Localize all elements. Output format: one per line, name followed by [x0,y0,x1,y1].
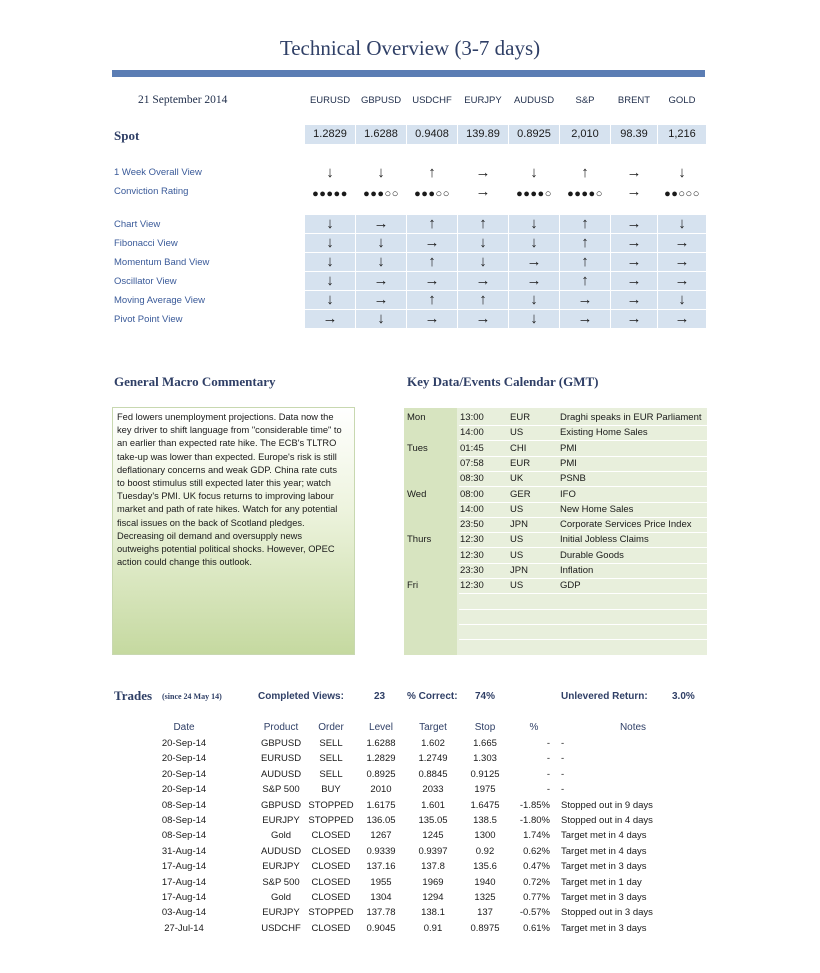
trade-cell: Gold [270,892,292,903]
instrument-header: USDCHF [412,95,452,106]
trade-cell: Gold [270,830,292,842]
calendar-time: 07:58 [460,457,484,469]
trades-column-header: Date [173,722,195,733]
view-arrow: ↓ [305,272,356,291]
view-arrow: ↓ [509,215,560,234]
trade-cell: CLOSED [311,922,351,934]
view-arrow: → [611,291,658,310]
view-arrow: ↑ [560,215,611,234]
trade-cell: - [546,753,550,765]
trade-cell: 1.6175 [366,799,396,811]
trade-cell: 27-Jul-14 [164,922,204,934]
calendar-ccy: CHI [510,442,527,454]
calendar-event: Inflation [560,565,594,576]
trade-cell: 08-Sep-14 [161,815,207,826]
commentary-line: Fed lowers unemployment projections. Data now the [117,412,334,422]
commentary-line: action could change this outlook. [117,557,252,568]
trade-cell: 138.5 [473,815,497,826]
trade-cell: AUDUSD [260,768,302,780]
trade-cell: 138.1 [421,907,445,919]
calendar-time: 12:30 [460,549,484,561]
trade-cell: - [546,738,550,749]
calendar-day [407,471,457,486]
commentary-line: an earlier than expected rate hike. The ECB's TLTRO [117,438,337,449]
view-arrow: ↑ [458,291,509,310]
calendar-day: Tues [407,442,428,454]
trade-cell: - [561,753,565,765]
view-arrow: → [305,310,356,329]
view-arrow: → [407,272,458,291]
calendar-ccy [510,609,557,624]
events-calendar [404,408,707,655]
view-arrow: → [509,253,560,272]
view-row-label: Momentum Band View [114,257,210,268]
trades-column-header: Notes [619,722,647,733]
calendar-day [407,502,457,517]
trade-cell: 0.8975 [470,922,500,934]
calendar-ccy: JPN [510,519,528,531]
trades-column-header: Order [318,722,344,733]
conviction-dots: ●●●○○ [414,188,450,200]
view-arrow: → [407,310,458,329]
instrument-header: EURUSD [309,95,351,106]
overview-row-label: 1 Week Overall View [114,167,202,178]
instrument-header: AUDUSD [513,95,555,106]
trade-cell: 0.72% [523,876,550,888]
calendar-event [560,594,705,609]
view-arrow: → [560,310,611,329]
calendar-ccy: US [510,534,524,546]
calendar-event: PMI [560,457,577,469]
calendar-ccy: JPN [510,565,528,576]
calendar-ccy: US [510,427,524,439]
view-arrow: → [658,234,707,253]
completed-views-value: 23 [374,691,386,702]
direction-arrow: ↓ [326,164,334,181]
view-arrow: → [356,291,407,310]
direction-arrow: ↓ [678,164,686,181]
calendar-day [407,456,457,471]
calendar-time: 12:30 [460,534,484,546]
calendar-time [460,640,507,655]
conviction-dots: ●●○○○ [664,188,700,200]
direction-arrow: → [626,164,642,181]
calendar-event: GDP [560,580,581,592]
spot-value: 1.2829 [305,125,356,144]
trade-cell: USDCHF [261,922,301,934]
trade-cell: 1.2829 [366,753,396,765]
view-arrow: ↓ [305,215,356,234]
trades-column-header: Product [263,722,299,733]
view-arrow: ↓ [658,215,707,234]
calendar-time: 01:45 [460,442,484,454]
calendar-event [560,609,705,624]
view-arrow: ↑ [458,215,509,234]
trade-cell: EURJPY [262,861,300,873]
trade-cell: - [561,768,565,780]
trade-cell: Stopped out in 4 days [561,815,653,826]
direction-arrow: ↑ [581,164,589,181]
calendar-day: Fri [407,580,419,592]
view-arrow: → [611,310,658,329]
calendar-time [460,609,507,624]
trades-column-header: Level [369,722,393,733]
trade-cell: 03-Aug-14 [161,907,207,919]
instrument-header: GBPUSD [360,95,402,106]
view-arrow: → [509,272,560,291]
trade-cell: 0.62% [523,845,550,857]
commentary-line: Tuesday's PMI. UK focus returns to improving labour [117,491,334,502]
trade-cell: 1294 [422,892,444,903]
view-arrow: → [407,234,458,253]
commentary-line: Decreasing oil demand and oversupply news [117,530,303,541]
view-arrow: ↑ [407,253,458,272]
direction-arrow: ↓ [530,164,538,181]
view-arrow: ↑ [560,272,611,291]
trade-cell: 137.78 [366,907,396,919]
trade-cell: Target met in 4 days [561,830,647,842]
trade-cell: Target met in 3 days [561,861,647,873]
trade-cell: 0.9339 [366,845,396,857]
instrument-header: S&P [575,95,595,106]
view-arrow: ↓ [509,310,560,329]
trade-cell: 136.05 [366,815,396,826]
calendar-event: PSNB [560,473,586,485]
trade-cell: 1245 [422,830,444,842]
view-arrow: ↑ [560,253,611,272]
calendar-time: 08:00 [460,488,484,500]
report-date: 21 September 2014 [138,94,228,106]
trade-cell: 08-Sep-14 [161,830,207,842]
view-row-label: Fibonacci View [114,238,178,249]
trade-cell: - [561,738,565,749]
spot-value: 0.9408 [407,125,458,144]
trade-cell: SELL [319,753,343,765]
trade-cell: 0.9045 [366,922,396,934]
view-arrow: ↓ [356,310,407,329]
trade-cell: STOPPED [308,799,354,811]
trade-cell: 1.303 [473,753,497,765]
calendar-ccy: US [510,580,524,592]
commentary-title: General Macro Commentary [114,374,276,389]
view-arrow: ↑ [407,215,458,234]
calendar-day [407,594,457,609]
trade-cell: 137.8 [421,861,445,873]
trade-cell: -0.57% [519,907,550,919]
trades-column-header: Stop [474,722,496,733]
trade-cell: EURJPY [262,815,300,826]
trade-cell: CLOSED [311,845,351,857]
calendar-time: 12:30 [460,580,484,592]
view-arrow: → [356,272,407,291]
view-arrow: → [560,291,611,310]
trades-since: (since 24 May 14) [162,692,222,701]
page-title: Technical Overview (3-7 days) [279,36,541,60]
conviction-dots: ●●●●○ [516,188,552,200]
calendar-ccy [510,594,557,609]
view-row-label: Chart View [114,219,161,230]
calendar-event: New Home Sales [560,503,634,515]
view-arrow: ↓ [356,234,407,253]
overview-row-label: Conviction Rating [114,186,189,197]
instrument-header: GOLD [668,95,696,106]
calendar-event: Draghi speaks in EUR Parliament [560,412,702,423]
trade-cell: 1.6288 [366,738,396,749]
view-row-label: Pivot Point View [114,314,183,325]
calendar-ccy: GER [510,488,531,500]
view-arrow: → [458,272,509,291]
calendar-ccy [510,624,557,639]
direction-arrow: → [626,183,642,200]
view-arrow: → [356,215,407,234]
trade-cell: 1300 [474,830,496,842]
calendar-day [407,425,457,440]
completed-views-label: Completed Views: [258,691,344,702]
trade-cell: - [546,768,550,780]
calendar-time: 13:00 [460,412,484,423]
commentary-line: take-up was lower than expected. Europe's risk is still [117,451,337,462]
trade-cell: GBPUSD [260,738,302,749]
calendar-day: Wed [407,488,427,500]
trade-cell: 0.92 [475,845,495,857]
trade-cell: 0.9397 [418,845,448,857]
calendar-ccy: US [510,549,524,561]
trade-cell: 08-Sep-14 [161,799,207,811]
trade-cell: 20-Sep-14 [161,768,207,780]
calendar-ccy: UK [510,473,524,485]
trade-cell: 1955 [370,876,392,888]
view-arrow: ↓ [509,234,560,253]
trade-cell: 1.601 [421,799,445,811]
trade-cell: 1940 [474,876,496,888]
view-arrow: ↓ [458,253,509,272]
trade-cell: 0.77% [523,892,550,903]
view-row-label: Moving Average View [114,295,206,306]
view-arrow: ↓ [356,253,407,272]
calendar-ccy: US [510,503,524,515]
calendar-event [560,640,705,655]
commentary-line: fiscal issues on the back of Scotland pledges. [117,517,305,528]
trade-cell: Target met in 4 days [561,845,647,857]
trade-cell: 137 [477,907,493,919]
unlevered-return-label: Unlevered Return: [561,691,648,702]
trade-cell: 20-Sep-14 [161,738,207,749]
commentary-box [112,407,355,655]
trade-cell: 1.2749 [418,753,448,765]
percent-correct-label: % Correct: [407,691,458,702]
calendar-row-divider [459,655,707,656]
calendar-day [407,609,457,624]
trade-cell: GBPUSD [260,799,302,811]
percent-correct-value: 74% [475,691,496,702]
trade-cell: 20-Sep-14 [161,753,207,765]
view-arrow: → [658,272,707,291]
unlevered-return-value: 3.0% [672,691,695,702]
calendar-day [407,624,457,639]
trade-cell: BUY [321,784,341,796]
trade-cell: STOPPED [308,907,354,919]
trade-cell: 0.8925 [366,768,396,780]
trade-cell: 0.61% [523,922,550,934]
commentary-line: to boost stimulus still expected later this year; watch [117,478,331,489]
trade-cell: 1.74% [523,830,550,842]
trade-cell: CLOSED [311,830,351,842]
trade-cell: -1.80% [519,815,550,826]
view-arrow: ↓ [305,253,356,272]
calendar-time: 14:00 [460,503,484,515]
trade-cell: SELL [319,768,343,780]
direction-arrow: → [475,183,491,200]
trade-cell: S&P 500 [262,784,300,796]
trade-cell: EURJPY [262,907,300,919]
trade-cell: Target met in 1 day [561,876,642,888]
instrument-header: BRENT [617,95,651,106]
view-arrow: ↑ [560,234,611,253]
instrument-header: EURJPY [464,95,502,106]
trade-cell: 135.05 [418,815,448,826]
calendar-day: Thurs [407,534,432,546]
trade-cell: 1975 [474,784,496,796]
trade-cell: 1325 [474,892,496,903]
calendar-time: 08:30 [460,473,484,485]
trade-cell: 1.6475 [470,799,500,811]
spot-value: 2,010 [560,125,611,144]
view-arrow: → [611,272,658,291]
trade-cell: 0.9125 [470,768,500,780]
trade-cell: SELL [319,738,343,749]
trade-cell: 20-Sep-14 [161,784,207,796]
view-arrow: → [611,215,658,234]
trade-cell: CLOSED [311,892,351,903]
trade-cell: 17-Aug-14 [161,892,207,903]
spot-value: 1,216 [658,125,707,144]
calendar-event [560,624,705,639]
view-arrow: → [611,253,658,272]
title-rule [112,70,705,77]
view-arrow: ↓ [458,234,509,253]
trades-column-header: % [529,722,539,733]
conviction-dots: ●●●●● [312,188,348,200]
trade-cell: STOPPED [308,815,354,826]
trade-cell: 1.602 [421,738,445,749]
view-arrow: → [658,253,707,272]
direction-arrow: ↓ [377,164,385,181]
conviction-dots: ●●●●○ [567,188,603,200]
view-arrow: ↓ [509,291,560,310]
trade-cell: 17-Aug-14 [161,861,207,873]
calendar-time: 23:30 [460,565,484,576]
calendar-title: Key Data/Events Calendar (GMT) [407,374,599,389]
calendar-ccy: EUR [510,457,531,469]
trades-column-header: Target [419,722,447,733]
calendar-event: PMI [560,442,577,454]
view-arrow: ↓ [305,234,356,253]
calendar-time: 14:00 [460,427,484,439]
conviction-dots: ●●●○○ [363,188,399,200]
direction-arrow: ↑ [428,164,436,181]
trade-cell: - [546,784,550,796]
spot-value: 1.6288 [356,125,407,144]
calendar-event: Corporate Services Price Index [560,519,692,531]
calendar-event: Initial Jobless Claims [560,534,649,546]
trade-cell: 17-Aug-14 [161,876,207,888]
view-row-label: Oscillator View [114,276,177,287]
commentary-line: key driver to shift language from "considerable time" to [117,425,342,436]
view-arrow: → [658,310,707,329]
spot-value: 0.8925 [509,125,560,144]
trade-cell: Target met in 3 days [561,892,647,903]
spot-value: 139.89 [458,125,509,144]
commentary-line: deflationary concerns and weak GDP. China rate cuts [117,464,337,475]
trade-cell: Stopped out in 3 days [561,907,653,919]
calendar-day [407,640,457,655]
trade-cell: CLOSED [311,861,351,873]
calendar-time [460,624,507,639]
calendar-ccy: EUR [510,412,531,423]
trade-cell: 2033 [422,784,444,796]
trade-cell: EURUSD [260,753,302,765]
calendar-day: Mon [407,412,426,423]
trade-cell: 0.47% [523,861,550,873]
trade-cell: 0.8845 [418,768,448,780]
trade-cell: Stopped out in 9 days [561,799,653,811]
trade-cell: 1.665 [473,738,497,749]
trade-cell: 135.6 [473,861,497,873]
commentary-line: market and path of rate hikes. Watch for any potential [117,504,338,515]
trade-cell: -1.85% [519,799,550,811]
view-arrow: ↓ [305,291,356,310]
trade-cell: 0.91 [423,922,443,934]
trades-title: Trades [114,688,153,703]
trade-cell: AUDUSD [260,845,302,857]
commentary-line: outweighs potential political shocks. However, OPEC [117,544,335,555]
view-arrow: ↓ [658,291,707,310]
calendar-day [407,563,457,578]
trade-cell: 31-Aug-14 [161,845,207,857]
trade-cell: 1969 [422,876,444,888]
view-arrow: ↑ [407,291,458,310]
view-arrow: → [458,310,509,329]
calendar-day [407,548,457,563]
trade-cell: CLOSED [311,876,351,888]
trade-cell: 1304 [370,892,392,903]
calendar-event: IFO [560,488,576,500]
calendar-event: Durable Goods [560,549,624,561]
calendar-time: 23:50 [460,519,484,531]
trade-cell: 1267 [370,830,392,842]
trade-cell: S&P 500 [262,876,300,888]
spot-label: Spot [114,128,140,143]
trade-cell: 2010 [370,784,392,796]
calendar-time [460,594,507,609]
trade-cell: Target met in 3 days [561,922,647,934]
calendar-event: Existing Home Sales [560,427,648,439]
view-arrow: → [611,234,658,253]
trade-cell: - [561,784,565,796]
calendar-ccy [510,640,557,655]
calendar-day [407,517,457,532]
direction-arrow: → [475,164,491,181]
spot-value: 98.39 [611,125,658,144]
trade-cell: 137.16 [366,861,396,873]
